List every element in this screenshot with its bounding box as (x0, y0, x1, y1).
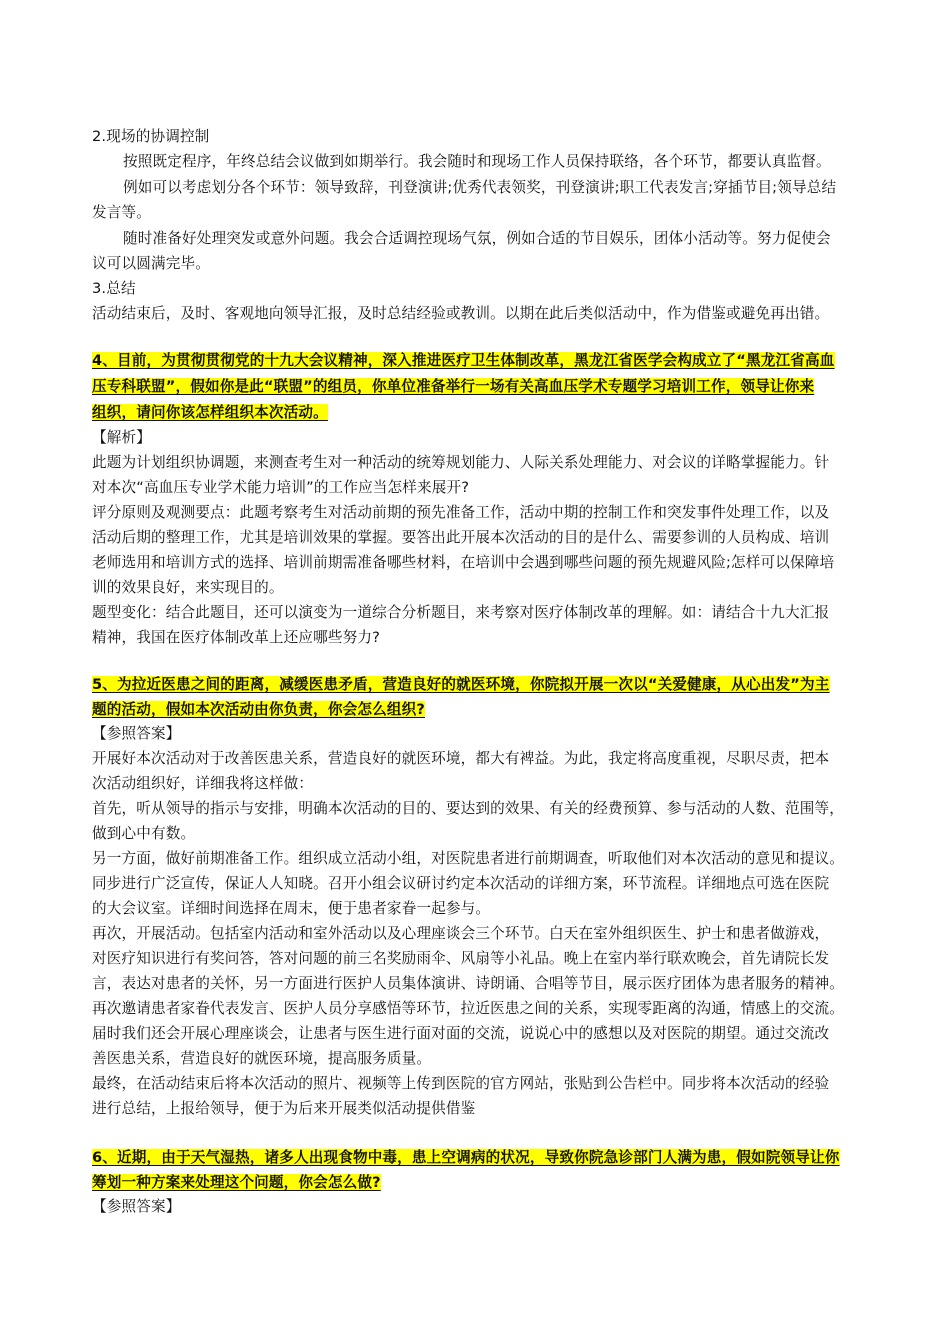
paragraph-line: 做到心中有数。 (92, 825, 196, 842)
paragraph-line: 活动后期的整理工作，尤其是培训效果的掌握。要答出此开展本次活动的目的是什么、需要参训的人员构成、培训 (92, 529, 830, 546)
question-4 (92, 351, 835, 371)
paragraph-line: 开展好本次活动对于改善医患关系，营造良好的就医环境，都大有裨益。为此，我定将高度重视，尽职尽责，把本 (92, 750, 830, 767)
paragraph-line: 另一方面，做好前期准备工作。组织成立活动小组，对医院患者进行前期调查，听取他们对本次活动的意见和提议。 (92, 850, 844, 867)
paragraph-line: 言，表达对患者的关怀，另一方面进行医护人员集体演讲、诗朗诵、合唱等节目，展示医疗团体为患者服务的精神。 (92, 975, 844, 992)
paragraph-line: 发言等。 (92, 204, 151, 221)
paragraph-line: 老师选用和培训方式的选择、培训前期需准备哪些材料，在培训中会遇到哪些问题的预先规避风险;怎样可以保障培 (92, 554, 835, 571)
paragraph-line: 对医疗知识进行有奖问答，答对问题的前三名奖励雨伞、风扇等小礼品。晚上在室内举行联欢晚会，首先请院长发 (92, 950, 830, 967)
paragraph-line: 再次，开展活动。包括室内活动和室外活动以及心理座谈会三个环节。白天在室外组织医生、护士和患者做游戏， (92, 925, 830, 942)
question-line: 压专科联盟”，假如你是此“联盟”的组员，你单位准备举行一场有关高血压学术专题学习培训工作，领导让你来 (92, 378, 815, 395)
paragraph-line: 届时我们还会开展心理座谈会，让患者与医生进行面对面的交流，说说心中的感想以及对医院的期望。通过交流改 (92, 1025, 830, 1042)
question-4-line2 (92, 377, 814, 397)
question-6 (92, 1148, 840, 1168)
paragraph-line: 的大会议室。详细时间选择在周末，便于患者家眷一起参与。 (92, 900, 491, 917)
answer-tag: 【参照答案】 (92, 725, 181, 742)
section-heading: 3.总结 (92, 280, 136, 297)
paragraph-line: 同步进行广泛宣传，保证人人知晓。召开小组会议研讨约定本次活动的详细方案，环节流程。详细地点可选在医院 (92, 875, 830, 892)
question-4-line3 (92, 403, 328, 423)
paragraph-line: 进行总结，上报给领导，便于为后来开展类似活动提供借鉴 (92, 1100, 476, 1117)
answer-tag: 【参照答案】 (92, 1198, 181, 1215)
paragraph-line: 首先，听从领导的指示与安排，明确本次活动的目的、要达到的效果、有关的经费预算、参与活动的人数、范围等， (92, 800, 844, 817)
question-5-line2 (92, 700, 425, 720)
paragraph-line: 按照既定程序，年终总结会议做到如期举行。我会随时和现场工作人员保持联络，各个环节，都要认真监督。 (123, 153, 831, 170)
paragraph-line: 再次邀请患者家眷代表发言、医护人员分享感悟等环节，拉近医患之间的关系，实现零距离的沟通，情感上的交流。 (92, 1000, 844, 1017)
paragraph-line: 评分原则及观测要点：此题考察考生对活动前期的预先准备工作，活动中期的控制工作和突发事件处理工作，以及 (92, 504, 830, 521)
question-line: 筹划一种方案来处理这个问题，你会怎么做? (92, 1174, 381, 1191)
question-6-line2 (92, 1173, 381, 1193)
paragraph-line: 议可以圆满完毕。 (92, 255, 210, 272)
paragraph-line: 例如可以考虑划分各个环节：领导致辞，刊登演讲;优秀代表领奖，刊登演讲;职工代表发言;穿插节目;领导总结 (123, 179, 837, 196)
question-5 (92, 675, 830, 695)
paragraph-line: 题型变化：结合此题目，还可以演变为一道综合分析题目，来考察对医疗体制改革的理解。如：请结合十九大汇报 (92, 604, 830, 621)
analysis-tag: 【解析】 (92, 429, 151, 446)
question-line: 组织，请问你该怎样组织本次活动。 (92, 404, 328, 421)
paragraph-line: 随时准备好处理突发或意外问题。我会合适调控现场气氛，例如合适的节目娱乐，团体小活动等。努力促使会 (123, 230, 831, 247)
paragraph-line: 此题为计划组织协调题，来测查考生对一种活动的统筹规划能力、人际关系处理能力、对会议的详略掌握能力。针 (92, 454, 830, 471)
paragraph-line: 善医患关系，营造良好的就医环境，提高服务质量。 (92, 1050, 432, 1067)
paragraph-line: 活动结束后，及时、客观地向领导汇报，及时总结经验或教训。以期在此后类似活动中，作为借鉴或避免再出错。 (92, 305, 830, 322)
paragraph-line: 训的效果良好，来实现目的。 (92, 579, 284, 596)
paragraph-line: 次活动组织好，详细我将这样做： (92, 775, 314, 792)
question-line: 5、为拉近医患之间的距离，减缓医患矛盾，营造良好的就医环境，你院拟开展一次以“关爱健康，从心出发”为主 (92, 676, 830, 693)
question-line: 4、目前，为贯彻贯彻党的十九大会议精神，深入推进医疗卫生体制改革，黑龙江省医学会构成立了“黑龙江省高血 (92, 352, 835, 369)
paragraph-line: 精神，我国在医疗体制改革上还应哪些努力? (92, 629, 381, 646)
paragraph-line: 对本次“高血压专业学术能力培训”的工作应当怎样来展开? (92, 479, 470, 496)
question-line: 6、近期，由于天气湿热，诸多人出现食物中毒，患上空调病的状况，导致你院急诊部门人满为患，假如院领导让你 (92, 1149, 840, 1166)
question-line: 题的活动，假如本次活动由你负责，你会怎么组织? (92, 701, 425, 718)
section-heading: 2.现场的协调控制 (92, 128, 210, 145)
paragraph-line: 最终，在活动结束后将本次活动的照片、视频等上传到医院的官方网站，张贴到公告栏中。同步将本次活动的经验 (92, 1075, 830, 1092)
